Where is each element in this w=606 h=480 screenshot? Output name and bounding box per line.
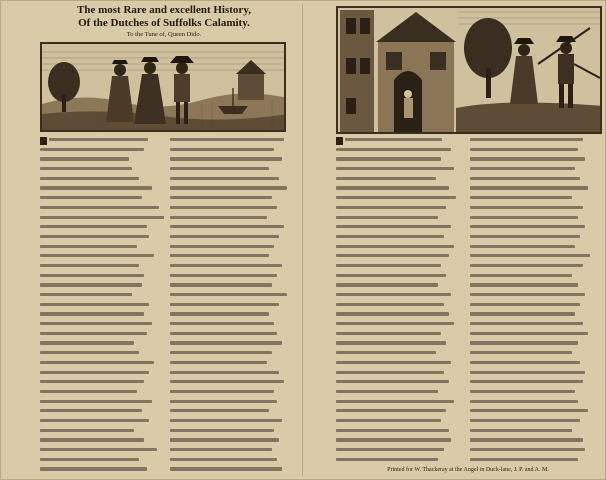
text-line — [470, 177, 598, 185]
text-line — [170, 293, 294, 301]
text-line — [336, 274, 464, 282]
text-line — [470, 312, 598, 320]
text-line — [170, 448, 294, 456]
text-line — [170, 332, 294, 340]
text-line — [336, 293, 464, 301]
text-line — [40, 148, 164, 156]
text-line — [336, 458, 464, 466]
text-line — [170, 196, 294, 204]
text-line — [336, 206, 464, 214]
text-line — [40, 419, 164, 427]
text-line — [470, 186, 598, 194]
center-fold — [302, 4, 303, 476]
text-line — [336, 167, 464, 175]
text-line — [470, 371, 598, 379]
text-line — [170, 148, 294, 156]
text-column-3 — [336, 136, 464, 466]
text-line — [40, 361, 164, 369]
text-line — [40, 390, 164, 398]
text-line — [40, 216, 164, 224]
text-line — [40, 264, 164, 272]
text-line — [40, 409, 164, 417]
woodcut-left — [40, 42, 286, 132]
text-line — [170, 303, 294, 311]
text-line — [470, 167, 598, 175]
text-line — [336, 283, 464, 291]
text-column-2 — [170, 136, 294, 476]
text-line — [40, 303, 164, 311]
text-line — [170, 312, 294, 320]
text-line — [40, 351, 164, 359]
text-line — [170, 419, 294, 427]
text-line — [40, 400, 164, 408]
text-line — [470, 138, 598, 146]
text-line — [336, 186, 464, 194]
text-line — [336, 429, 464, 437]
text-line — [336, 380, 464, 388]
text-line — [470, 429, 598, 437]
text-line — [336, 264, 464, 272]
text-line — [470, 419, 598, 427]
text-line — [336, 351, 464, 359]
woodcut-house-image — [338, 8, 602, 134]
text-line — [336, 332, 464, 340]
text-line — [40, 283, 164, 291]
text-line — [170, 225, 294, 233]
text-line — [170, 206, 294, 214]
text-line — [170, 283, 294, 291]
text-line — [170, 322, 294, 330]
text-line — [170, 390, 294, 398]
text-line — [336, 409, 464, 417]
text-line — [470, 341, 598, 349]
text-line — [470, 332, 598, 340]
text-line — [336, 390, 464, 398]
text-column-4 — [470, 136, 598, 466]
text-line — [336, 225, 464, 233]
text-line — [336, 341, 464, 349]
text-line — [470, 274, 598, 282]
text-line — [336, 448, 464, 456]
text-line — [470, 380, 598, 388]
text-line — [40, 312, 164, 320]
text-line — [40, 167, 164, 175]
text-line — [40, 157, 164, 165]
text-line — [470, 245, 598, 253]
text-line — [40, 293, 164, 301]
text-line — [40, 196, 164, 204]
text-column-1 — [40, 136, 164, 476]
text-line — [40, 225, 164, 233]
text-line — [470, 225, 598, 233]
text-line — [336, 196, 464, 204]
text-line — [470, 148, 598, 156]
text-line — [470, 216, 598, 224]
text-line — [470, 438, 598, 446]
text-line — [336, 419, 464, 427]
text-line — [470, 390, 598, 398]
text-line — [170, 458, 294, 466]
text-line — [40, 138, 164, 146]
text-line — [336, 438, 464, 446]
text-line — [40, 448, 164, 456]
text-line — [470, 206, 598, 214]
text-line — [170, 216, 294, 224]
text-line — [336, 312, 464, 320]
text-line — [40, 235, 164, 243]
text-line — [40, 371, 164, 379]
text-line — [470, 361, 598, 369]
text-line — [336, 235, 464, 243]
text-line — [336, 216, 464, 224]
text-line — [170, 341, 294, 349]
text-line — [470, 283, 598, 291]
imprint-line: Printed for W. Thackeray at the Angel in Duck-lane, J. P. and A. M. — [387, 467, 549, 473]
text-line — [40, 467, 164, 475]
text-line — [336, 148, 464, 156]
text-line — [170, 157, 294, 165]
text-line — [336, 303, 464, 311]
text-line — [470, 196, 598, 204]
text-line — [40, 429, 164, 437]
text-line — [170, 429, 294, 437]
text-line — [170, 138, 294, 146]
text-line — [170, 371, 294, 379]
text-line — [470, 264, 598, 272]
text-line — [40, 206, 164, 214]
text-line — [170, 351, 294, 359]
text-line — [40, 332, 164, 340]
text-line — [40, 438, 164, 446]
woodcut-figures-image — [42, 44, 286, 132]
text-line — [470, 322, 598, 330]
text-line — [170, 409, 294, 417]
text-line — [40, 380, 164, 388]
text-line — [336, 138, 464, 146]
text-line — [40, 177, 164, 185]
text-line — [470, 254, 598, 262]
text-line — [170, 380, 294, 388]
text-line — [470, 409, 598, 417]
text-line — [40, 274, 164, 282]
text-line — [40, 458, 164, 466]
text-line — [40, 254, 164, 262]
text-line — [170, 235, 294, 243]
text-line — [336, 400, 464, 408]
ballad-title-line-1: The most Rare and excellent History, — [77, 4, 251, 16]
text-line — [336, 177, 464, 185]
text-line — [336, 157, 464, 165]
text-line — [40, 341, 164, 349]
text-line — [170, 400, 294, 408]
text-line — [170, 186, 294, 194]
text-line — [170, 245, 294, 253]
text-line — [336, 371, 464, 379]
text-line — [336, 245, 464, 253]
tune-line: To the Tune of, Queen Dido. — [126, 31, 202, 38]
text-line — [40, 186, 164, 194]
text-line — [470, 157, 598, 165]
text-line — [336, 361, 464, 369]
text-line — [470, 448, 598, 456]
text-line — [40, 245, 164, 253]
ballad-title-line-2: Of the Dutches of Suffolks Calamity. — [78, 17, 250, 29]
text-line — [470, 458, 598, 466]
text-line — [170, 274, 294, 282]
text-line — [336, 322, 464, 330]
text-line — [170, 254, 294, 262]
text-line — [470, 303, 598, 311]
text-line — [40, 322, 164, 330]
text-line — [170, 467, 294, 475]
text-line — [170, 361, 294, 369]
text-line — [470, 351, 598, 359]
text-line — [170, 438, 294, 446]
woodcut-right — [336, 6, 602, 134]
text-line — [170, 177, 294, 185]
text-line — [170, 167, 294, 175]
text-line — [170, 264, 294, 272]
text-line — [470, 400, 598, 408]
text-line — [470, 293, 598, 301]
text-line — [470, 235, 598, 243]
text-line — [336, 254, 464, 262]
